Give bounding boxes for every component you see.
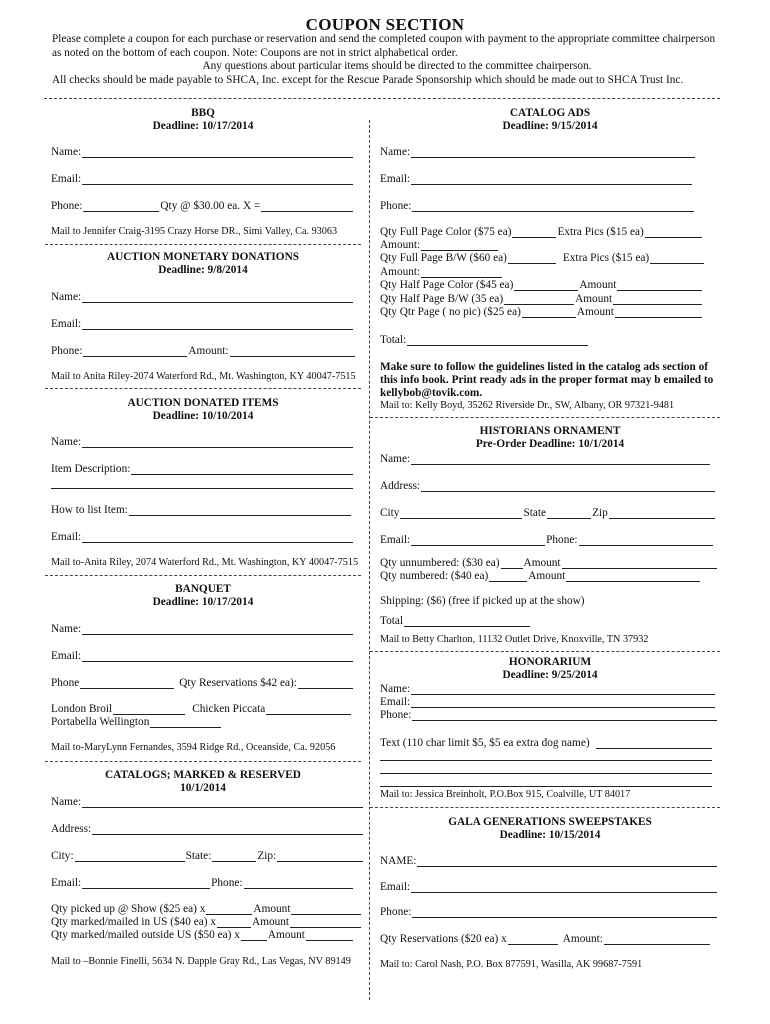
catalogs-title: CATALOGS; MARKED & RESERVED xyxy=(105,769,301,781)
banquet-mail: Mail to-MaryLynn Fernandes, 3594 Ridge Rd., Oceanside, Ca. 92056 xyxy=(51,742,336,753)
catalogs-city-row xyxy=(51,850,363,862)
catalog-ads-amount1-row xyxy=(380,239,498,251)
auction-monetary-deadline: Deadline: 9/8/2014 xyxy=(158,264,248,276)
label: Name: xyxy=(51,796,82,808)
historians-phone-field[interactable] xyxy=(579,535,713,546)
catalog-ads-total-row xyxy=(380,334,588,346)
label: Qty marked/mailed in US ($40 ea) x xyxy=(51,916,217,928)
honorarium-phone-field[interactable] xyxy=(412,710,717,721)
catalog-ads-amount2-row xyxy=(380,266,502,278)
label: Amount xyxy=(267,929,305,941)
auction-donated-email-field[interactable] xyxy=(82,532,353,543)
catalogs-q3-amount-field[interactable] xyxy=(306,930,353,941)
label: Email: xyxy=(51,173,82,185)
label: State: xyxy=(185,850,212,862)
honorarium-mail: Mail to: Jessica Breinholt, P.O.Box 915, Coalville, UT 84017 xyxy=(380,789,631,800)
label: Qty unnumbered: ($30 ea) xyxy=(380,557,500,569)
catalogs-q2-field[interactable] xyxy=(217,917,251,928)
label: Name: xyxy=(51,291,82,303)
label: Email: xyxy=(51,318,82,330)
gala-amount-field[interactable] xyxy=(604,934,710,945)
label: State xyxy=(523,507,547,519)
banquet-london-field[interactable] xyxy=(113,704,185,715)
label: Qty numbered: ($40 ea) xyxy=(380,570,489,582)
catalogs-state-field[interactable] xyxy=(212,851,256,862)
label: Name: xyxy=(51,436,82,448)
catalogs-deadline: 10/1/2014 xyxy=(180,782,226,794)
catalog-ads-q2-field[interactable] xyxy=(508,253,556,264)
honorarium-text-line2[interactable] xyxy=(380,760,712,761)
historians-city-field[interactable] xyxy=(400,508,522,519)
catalogs-email-field[interactable] xyxy=(82,878,210,889)
label: Name: xyxy=(51,146,82,158)
catalog-ads-phone-field[interactable] xyxy=(412,201,694,212)
label: Item Description: xyxy=(51,463,131,475)
historians-deadline: Pre-Order Deadline: 10/1/2014 xyxy=(475,438,625,450)
catalogs-zip-field[interactable] xyxy=(277,851,363,862)
label: Phone: xyxy=(380,709,412,721)
gala-mail: Mail to: Carol Nash, P.O. Box 877591, Wasilla, AK 99687-7591 xyxy=(380,959,643,970)
auction-donated-item-row xyxy=(51,463,353,475)
catalogs-mail: Mail to –Bonnie Finelli, 5634 N. Dapple Gray Rd., Las Vegas, NV 89149 xyxy=(51,956,351,967)
label: Total xyxy=(380,615,404,627)
catalogs-city-field[interactable] xyxy=(75,851,185,862)
label: Amount xyxy=(252,916,290,928)
catalog-ads-q3-row xyxy=(380,279,702,291)
catalog-ads-q5-field[interactable] xyxy=(522,307,576,318)
catalog-ads-name-field[interactable] xyxy=(411,147,695,158)
label: Address: xyxy=(380,480,421,492)
historians-shipping: Shipping: ($6) (free if picked up at the show) xyxy=(380,595,585,607)
label: Phone: xyxy=(546,534,578,546)
catalog-ads-q4-row xyxy=(380,293,702,305)
auction-monetary-amount-field[interactable] xyxy=(230,346,355,357)
catalog-ads-amount2-field[interactable] xyxy=(421,267,502,278)
catalog-ads-amount1-field[interactable] xyxy=(421,240,498,251)
catalogs-email-row xyxy=(51,877,353,889)
auction-monetary-mail: Mail to Anita Riley-2074 Waterford Rd., Mt. Washington, KY 40047-7515 xyxy=(51,371,356,382)
label: City xyxy=(380,507,400,519)
label: Phone: xyxy=(51,200,83,212)
banquet-portabella-row xyxy=(51,716,221,728)
historians-address-field[interactable] xyxy=(421,481,715,492)
historians-city-row xyxy=(380,507,715,519)
label: Name: xyxy=(380,146,411,158)
auction-donated-how-row xyxy=(51,504,351,516)
catalog-ads-name-row xyxy=(380,146,695,158)
label: Email: xyxy=(380,173,411,185)
label: Amount: xyxy=(188,345,229,357)
historians-q2-amount-field[interactable] xyxy=(566,571,700,582)
catalog-ads-email-field[interactable] xyxy=(411,174,692,185)
catalogs-name-row xyxy=(51,796,363,808)
label: Email: xyxy=(51,650,82,662)
label: Name: xyxy=(380,683,411,695)
label: Email: xyxy=(51,877,82,889)
label: Qty picked up @ Show ($25 ea) x xyxy=(51,903,206,915)
honorarium-text-line3[interactable] xyxy=(380,773,712,774)
banquet-email-row xyxy=(51,650,353,662)
label: NAME: xyxy=(380,855,417,867)
page-title: COUPON SECTION xyxy=(305,15,465,34)
instructions-line: Please complete a coupon for each purchase or reservation and send the completed coupon with payment to the appropriate committee chairperson xyxy=(52,33,716,45)
honorarium-email-row xyxy=(380,696,715,708)
label: Email: xyxy=(51,531,82,543)
catalogs-q1-amount-field[interactable] xyxy=(291,904,361,915)
catalog-ads-q2-row xyxy=(380,252,704,264)
bbq-phone-field[interactable] xyxy=(83,201,159,212)
historians-address-row xyxy=(380,480,715,492)
catalog-ads-q3-field[interactable] xyxy=(514,280,578,291)
catalog-ads-mail: Mail to: Kelly Boyd, 35262 Riverside Dr., SW, Albany, OR 97321-9481 xyxy=(380,400,675,411)
label: Phone: xyxy=(380,906,412,918)
label: Phone: xyxy=(380,200,412,212)
gala-name-field[interactable] xyxy=(417,856,717,867)
catalogs-q3-row xyxy=(51,929,353,941)
banquet-deadline: Deadline: 10/17/2014 xyxy=(152,596,254,608)
catalog-ads-q3-amount-field[interactable] xyxy=(617,280,702,291)
catalog-ads-email-row xyxy=(380,173,692,185)
catalogs-q2-row xyxy=(51,916,361,928)
catalog-ads-q1-extra-field[interactable] xyxy=(645,227,702,238)
gala-deadline: Deadline: 10/15/2014 xyxy=(499,829,601,841)
catalog-ads-phone-row xyxy=(380,200,694,212)
divider xyxy=(45,575,361,576)
banquet-phone-row xyxy=(51,677,353,689)
auction-donated-title: AUCTION DONATED ITEMS xyxy=(127,397,279,409)
label: Amount xyxy=(576,306,614,318)
label: Extra Pics ($15 ea) xyxy=(562,252,650,264)
historians-email-row xyxy=(380,534,713,546)
label: Qty Reservations ($20 ea) x xyxy=(380,933,507,945)
catalog-ads-q4-field[interactable] xyxy=(504,294,574,305)
label: Amount xyxy=(528,570,566,582)
label: Amount: xyxy=(562,933,603,945)
historians-total-row xyxy=(380,615,530,627)
label: Amount xyxy=(523,557,561,569)
label: City: xyxy=(51,850,74,862)
label: Phone: xyxy=(211,877,243,889)
right-column xyxy=(380,0,720,1024)
catalogs-q2-amount-field[interactable] xyxy=(290,917,361,928)
historians-state-field[interactable] xyxy=(547,508,591,519)
banquet-portabella-field[interactable] xyxy=(150,717,221,728)
gala-email-row xyxy=(380,881,717,893)
auction-donated-deadline: Deadline: 10/10/2014 xyxy=(152,410,254,422)
historians-name-field[interactable] xyxy=(411,454,710,465)
bbq-email-row xyxy=(51,173,353,185)
label: Email: xyxy=(380,881,411,893)
label: Qty Half Page B/W (35 ea) xyxy=(380,293,504,305)
catalogs-address-field[interactable] xyxy=(92,824,363,835)
bbq-phone-row xyxy=(51,200,353,212)
bbq-mail: Mail to Jennifer Craig-3195 Crazy Horse DR., Simi Valley, Ca. 93063 xyxy=(51,226,338,237)
catalog-ads-q1-row xyxy=(380,226,702,238)
label: Amount: xyxy=(380,239,421,251)
instructions-line: as noted on the bottom of each coupon. Note: Coupons are not in strict alphabetical order. xyxy=(52,46,458,59)
label: Qty Full Page Color ($75 ea) xyxy=(380,226,512,238)
catalogs-q3-field[interactable] xyxy=(241,930,267,941)
historians-q1-row xyxy=(380,557,717,569)
catalog-ads-note: this info book. Print ready ads in the proper format may b emailed to xyxy=(380,374,714,386)
banquet-name-field[interactable] xyxy=(82,624,353,635)
label: Chicken Piccata xyxy=(192,703,266,715)
label: Email: xyxy=(380,534,411,546)
historians-mail: Mail to Betty Charlton, 11132 Outlet Drive, Knoxville, TN 37932 xyxy=(380,634,649,645)
historians-q1-amount-field[interactable] xyxy=(562,558,717,569)
left-column xyxy=(51,0,359,1024)
auction-donated-item-field[interactable] xyxy=(131,464,353,475)
bbq-title: BBQ xyxy=(191,107,215,119)
gala-email-field[interactable] xyxy=(411,882,717,893)
honorarium-text-row xyxy=(380,737,712,749)
catalog-ads-q2-extra-field[interactable] xyxy=(650,253,704,264)
catalog-ads-note-email: kellybob@tovik.com. xyxy=(380,387,483,399)
banquet-name-row xyxy=(51,623,353,635)
gala-name-row xyxy=(380,855,717,867)
banquet-meal-row xyxy=(51,703,351,715)
catalog-ads-total-field[interactable] xyxy=(407,335,588,346)
auction-donated-item-line2[interactable] xyxy=(51,488,353,489)
historians-total-field[interactable] xyxy=(404,616,530,627)
bbq-deadline: Deadline: 10/17/2014 xyxy=(152,120,254,132)
divider xyxy=(45,244,361,245)
gala-phone-row xyxy=(380,906,717,918)
banquet-phone-field[interactable] xyxy=(80,678,174,689)
column-divider xyxy=(369,120,370,1000)
auction-donated-name-field[interactable] xyxy=(82,437,353,448)
catalog-ads-title: CATALOG ADS xyxy=(509,107,591,119)
catalogs-q1-field[interactable] xyxy=(206,904,252,915)
historians-q2-field[interactable] xyxy=(489,571,527,582)
label: Phone: xyxy=(51,345,83,357)
catalog-ads-q1-field[interactable] xyxy=(512,227,556,238)
auction-monetary-name-row xyxy=(51,291,353,303)
divider xyxy=(45,761,361,762)
auction-monetary-name-field[interactable] xyxy=(82,292,353,303)
label: Qty Reservations $42 ea): xyxy=(179,677,297,689)
bbq-total-field[interactable] xyxy=(261,201,353,212)
honorarium-name-row xyxy=(380,683,715,695)
divider xyxy=(370,807,720,808)
label: Email: xyxy=(380,696,411,708)
historians-name-row xyxy=(380,453,710,465)
catalog-ads-deadline: Deadline: 9/15/2014 xyxy=(502,120,598,132)
auction-monetary-email-row xyxy=(51,318,353,330)
honorarium-email-field[interactable] xyxy=(411,697,715,708)
auction-monetary-phone-row xyxy=(51,345,355,357)
honorarium-phone-row xyxy=(380,709,717,721)
catalog-ads-q4-amount-field[interactable] xyxy=(613,294,702,305)
label: Name: xyxy=(380,453,411,465)
bbq-name-field[interactable] xyxy=(82,147,353,158)
gala-qty-row xyxy=(380,933,710,945)
catalog-ads-q5-amount-field[interactable] xyxy=(615,307,702,318)
auction-donated-name-row xyxy=(51,436,353,448)
honorarium-title: HONORARIUM xyxy=(508,656,592,668)
label: Total: xyxy=(380,334,407,346)
honorarium-text-line4[interactable] xyxy=(380,786,712,787)
label: Zip: xyxy=(257,850,277,862)
gala-phone-field[interactable] xyxy=(412,907,717,918)
label: Zip xyxy=(592,507,608,519)
catalogs-name-field[interactable] xyxy=(82,797,363,808)
divider xyxy=(45,388,361,389)
label: Qty Half Page Color ($45 ea) xyxy=(380,279,514,291)
catalogs-address-row xyxy=(51,823,363,835)
auction-monetary-phone-field[interactable] xyxy=(83,346,187,357)
label: Address: xyxy=(51,823,92,835)
catalogs-q1-row xyxy=(51,903,361,915)
divider xyxy=(370,417,720,418)
label: Name: xyxy=(51,623,82,635)
honorarium-name-field[interactable] xyxy=(411,684,715,695)
historians-q2-row xyxy=(380,570,700,582)
divider xyxy=(370,651,720,652)
historians-zip-field[interactable] xyxy=(609,508,715,519)
banquet-title: BANQUET xyxy=(175,583,231,595)
label: London Broil xyxy=(51,703,113,715)
bbq-name-row xyxy=(51,146,353,158)
historians-email-field[interactable] xyxy=(411,535,545,546)
auction-donated-mail: Mail to-Anita Riley, 2074 Waterford Rd., Mt. Washington, KY 40047-7515 xyxy=(51,557,359,568)
label: Amount: xyxy=(380,266,421,278)
label: Qty @ $30.00 ea. X = xyxy=(160,200,261,212)
catalog-ads-q5-row xyxy=(380,306,702,318)
label: Phone xyxy=(51,677,80,689)
auction-donated-email-row xyxy=(51,531,353,543)
gala-qty-field[interactable] xyxy=(508,934,558,945)
label: Portabella Wellington xyxy=(51,716,150,728)
label: Amount xyxy=(253,903,291,915)
label: Extra Pics ($15 ea) xyxy=(557,226,644,238)
catalog-ads-note: Make sure to follow the guidelines listed in the catalog ads section of xyxy=(380,361,709,373)
historians-title: HISTORIANS ORNAMENT xyxy=(479,425,621,437)
gala-title: GALA GENERATIONS SWEEPSTAKES xyxy=(448,816,652,828)
banquet-chicken-field[interactable] xyxy=(266,704,351,715)
label: Text (110 char limit $5, $5 ea extra dog name) xyxy=(380,737,590,749)
honorarium-text-field[interactable] xyxy=(596,738,712,749)
instructions-line: Any questions about particular items should be directed to the committee chairperson. xyxy=(202,60,592,72)
label: Amount xyxy=(575,293,613,305)
label: Qty Qtr Page ( no pic) ($25 ea) xyxy=(380,306,521,318)
auction-monetary-title: AUCTION MONETARY DONATIONS xyxy=(106,251,300,263)
historians-q1-field[interactable] xyxy=(501,558,523,569)
banquet-qty-field[interactable] xyxy=(298,678,353,689)
label: Qty Full Page B/W ($60 ea) xyxy=(380,252,507,264)
catalogs-phone-field[interactable] xyxy=(244,878,353,889)
banquet-email-field[interactable] xyxy=(82,651,353,662)
label: Amount xyxy=(579,279,617,291)
bbq-email-field[interactable] xyxy=(82,174,353,185)
honorarium-deadline: Deadline: 9/25/2014 xyxy=(502,669,598,681)
label: How to list Item: xyxy=(51,504,128,516)
auction-monetary-email-field[interactable] xyxy=(82,319,353,330)
instructions-line: All checks should be made payable to SHCA, Inc. except for the Rescue Parade Sponsorship which should be made out to SHCA Trust Inc. xyxy=(52,73,684,86)
auction-donated-how-field[interactable] xyxy=(129,505,351,516)
label: Qty marked/mailed outside US ($50 ea) x xyxy=(51,929,240,941)
